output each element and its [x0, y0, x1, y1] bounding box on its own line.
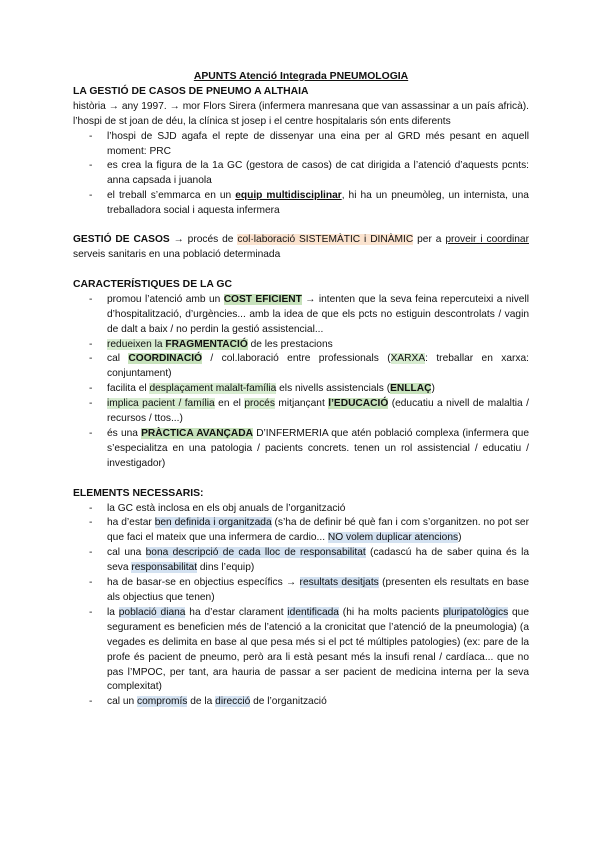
bullet-list-caracteristiques: [73, 293, 529, 472]
section-heading-gestio-althaia: LA GESTIÓ DE CASOS DE PNEUMO A ALTHAIA: [73, 85, 309, 97]
bullet-list-elements: [73, 502, 529, 711]
list-item: - implica pacient / família en el procés mitjançant l’EDUCACIÓ (educatiu a nivell de malaltia / recursos / ttos...): [73, 397, 529, 427]
list-item: - la GC està inclosa en els obj anuals de l’organització: [73, 502, 529, 517]
list-item: - la població diana ha d’estar clarament identificada (hi ha molts pacients pluripatològics que segurament es beneficien més de l’atenció a la cronicitat que l’atenció de la pneumologia) (a vegades es delimita en base al que pesa més si el pct té múltiples patologies) (ex: pare de la profe és pacient de pneumo, però ara li està pesant més la insufi renal / cardíaca... que no pas l’MPOC, per tant, ara hauria de passar a ser pacient de medicina interna per la seva complexitat): [73, 606, 529, 695]
section-heading-elements: ELEMENTS NECESSARIS:: [73, 487, 204, 499]
highlight-equip: equip multidisciplinar: [235, 190, 342, 202]
list-item: - és una PRÀCTICA AVANÇADA D’INFERMERIA que atén població complexa (infermera que s’especialitza en una patologia / pacients concrets. tenen un rol assistencial / educatiu / investigador): [73, 427, 529, 472]
list-item: - el treball s’emmarca en un equip multidisciplinar, hi ha un pneumòleg, un internista, una treballadora social i aquesta infermera: [73, 189, 529, 219]
section-heading-gestio-casos: GESTIÓ DE CASOS: [73, 234, 170, 246]
list-item: - es crea la figura de la 1a GC (gestora de casos) de cat dirigida a l’atenció d’aquests pcnts: anna capsada i juanola: [73, 159, 529, 189]
list-item: - facilita el desplaçament malalt-família els nivells assistencials (ENLLAÇ): [73, 382, 529, 397]
bullet-list-history: [73, 130, 529, 219]
list-item: - promou l’atenció amb un COST EFICIENT → intenten que la seva feina repercuteixi a nivell d’hospitalització, d’urgències... amb la idea de que els pcts no estiguin descontrolats / vagin de dalt a baix / no perdin la gestió assistencial...: [73, 293, 529, 338]
highlight-collaboracio: col·laboració SISTEMÀTIC i DINÀMIC: [237, 234, 414, 246]
document-title: APUNTS Atenció Integrada PNEUMOLOGIA: [193, 71, 409, 82]
underline-proveir: proveir i coordinar: [445, 234, 529, 246]
list-item: - ha de basar-se en objectius específics → resultats desitjats (presenten els resultats en base als objectius que tenen): [73, 576, 529, 606]
paragraph-history: història → any 1997. → mor Flors Sirera (infermera manresana que van assassinar a un país africà). l’hospi de st joan de déu, la clínica st josep i el centre hospitalaris són ents diferents: [73, 100, 529, 127]
list-item: - l’hospi de SJD agafa el repte de dissenyar una eina per al GRD més pesant en aquell moment: PRC: [73, 130, 529, 160]
list-item: - cal un compromís de la direcció de l’organització: [73, 695, 529, 710]
list-item: - cal COORDINACIÓ / col.laboració entre professionals (XARXA: treballar en xarxa: conjuntament): [73, 352, 529, 382]
paragraph-gestio-casos: GESTIÓ DE CASOS → procés de col·laboració SISTEMÀTIC i DINÀMIC per a proveir i coordinar serveis sanitaris en una població determinada: [73, 234, 529, 260]
list-item: - cal una bona descripció de cada lloc de responsabilitat (cadascú ha de saber quina és la seva responsabilitat dins l’equip): [73, 546, 529, 576]
list-item: - ha d’estar ben definida i organitzada (s’ha de definir bé què fan i com s’organitzen. no pot ser que faci el mateix que una infermera de cardio... NO volem duplicar atencions): [73, 516, 529, 546]
section-heading-caracteristiques: CARACTERÍSTIQUES DE LA GC: [73, 278, 232, 290]
document-page: [73, 70, 529, 710]
list-item: - redueixen la FRAGMENTACIÓ de les prestacions: [73, 338, 529, 353]
